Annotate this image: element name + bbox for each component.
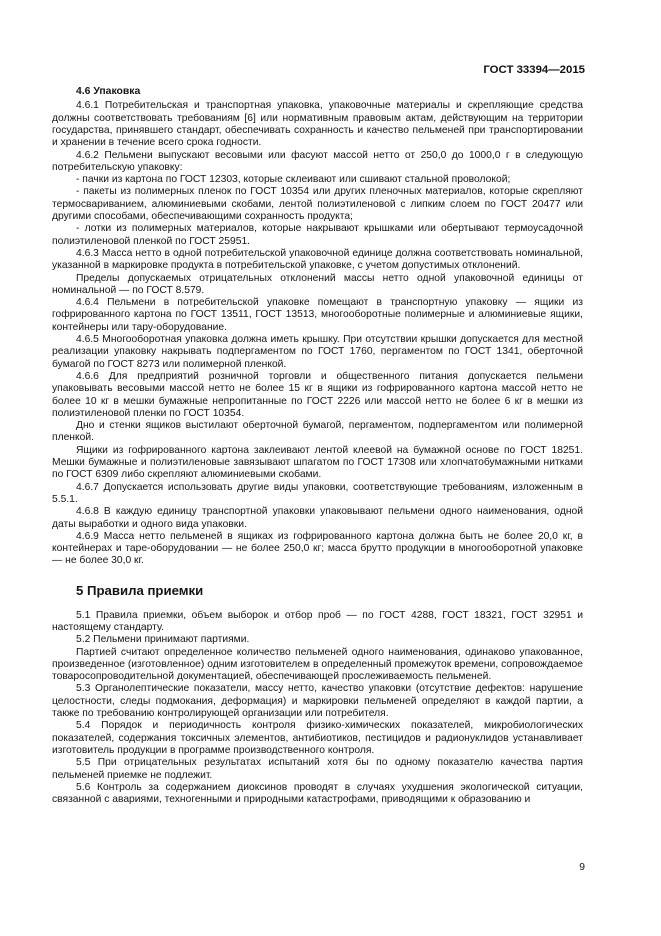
paragraph: Пределы допускаемых отрицательных отклонений массы нетто одной упаковочной единицы от номинальной — по ГОСТ 8.579. — [52, 272, 583, 296]
page-number: 9 — [579, 862, 585, 873]
page-content — [52, 86, 583, 806]
paragraph: Дно и стенки ящиков выстилают оберточной бумагой, пергаментом, подпергаментом или полимерной пленкой. — [52, 420, 583, 444]
paragraph: 4.6.5 Многооборотная упаковка должна иметь крышку. При отсутствии крышки допускается для местной реализации упаковку накрывать подпергаментом по ГОСТ 1760, пергаментом по ГОСТ 1341, оберточной бумагой по ГОСТ 8273 или полимерной пленкой. — [52, 334, 583, 370]
list-item: - пакеты из полимерных пленок по ГОСТ 10354 или других пленочных материалов, которые скрепляют термосвариванием, алюминиевыми скобами, лентой полиэтиленовой с липким слоем по ГОСТ 20477 или другими способами, обеспечивающими сохранность продукта; — [52, 186, 583, 223]
list-item: - лотки из полимерных материалов, которые накрывают крышками или обертывают термоусадочной полиэтиленовой пленкой по ГОСТ 25951. — [52, 223, 583, 247]
paragraph: 4.6.2 Пельмени выпускают весовыми или фасуют массой нетто от 250,0 до 1000,0 г в следующую потребительскую упаковку: — [52, 149, 583, 173]
paragraph: Партией считают определенное количество пельменей одного наименования, одинаково упакованное, произведенное (изготовленное) одним изготовителем в определенный промежуток времени, сопровождаемое товаросопроводительной документацией, обеспечивающей прослеживаемость пельменей. — [52, 646, 583, 683]
paragraph: 4.6.3 Масса нетто в одной потребительской упаковочной единице должна соответствовать номинальной, указанной в маркировке продукта в потребительской упаковке, с учетом допустимых отклонений. — [52, 247, 583, 272]
document-code-header: ГОСТ 33394—2015 — [483, 64, 585, 76]
paragraph: 5.2 Пельмени принимают партиями. — [76, 634, 250, 646]
paragraph: 5.6 Контроль за содержанием диоксинов проводят в случаях ухудшения экологической ситуации, связанной с авариями, техногенными и природными катастрофами, приводящими к образованию и — [52, 781, 583, 806]
paragraph: 4.6.6 Для предприятий розничной торговли и общественного питания допускается пельмени упаковывать весовыми массой нетто не более 15 кг в ящики из гофрированного картона массой нетто не более 10 кг в мешки бумажные непропитанные по ГОСТ 2226 или массой нетто не более 6 кг в мешки из полиэтиленовой пленки по ГОСТ 10354. — [52, 370, 583, 419]
paragraph: 4.6.1 Потребительская и транспортная упаковка, упаковочные материалы и скрепляющие средства должны соответствовать требованиям [6] или нормативным правовым актам, действующим на территории государства, принявшего стандарт, обеспечивать сохранность и качество пельменей при транспортировании и хранении в течение всего срока годности. — [52, 100, 583, 149]
section-title-acceptance-rules: 5 Правила приемки — [76, 582, 204, 598]
subsection-title-packaging: 4.6 Упаковка — [76, 86, 141, 97]
paragraph: 4.6.8 В каждую единицу транспортной упаковки упаковывают пельмени одного наименования, одной даты выработки и одного вида упаковки. — [52, 506, 583, 530]
paragraph: 4.6.7 Допускается использовать другие виды упаковки, соответствующие требованиям, изложенным в 5.5.1. — [52, 481, 583, 505]
paragraph: Ящики из гофрированного картона заклеивают лентой клеевой на бумажной основе по ГОСТ 18251. Мешки бумажные и полиэтиленовые завязывают шпагатом по ГОСТ 17308 или хлопчатобумажными нитками по ГОСТ 6309 либо скрепляют алюминиевыми скобами. — [52, 444, 583, 481]
paragraph: 5.1 Правила приемки, объем выборок и отбор проб — по ГОСТ 4288, ГОСТ 18321, ГОСТ 32951 и настоящему стандарту. — [52, 609, 583, 633]
list-item: - пачки из картона по ГОСТ 12303, которые склеивают или сшивают стальной проволокой; — [76, 174, 511, 186]
paragraph: 5.3 Органолептические показатели, массу нетто, качество упаковки (отсутствие дефектов: нарушение целостности, следы подмокания, деформация) и маркировки пельменей определяют в каждой партии, а также по требованию контролирующей организации или потребителя. — [52, 683, 583, 720]
paragraph: 5.4 Порядок и периодичность контроля физико-химических показателей, микробиологических показателей, содержания токсичных элементов, антибиотиков, пестицидов и радионуклидов устанавливает изготовитель продукции в программе производственного контроля. — [52, 720, 583, 756]
paragraph: 5.5 При отрицательных результатах испытаний хотя бы по одному показателю качества партия пельменей приемке не подлежит. — [52, 757, 583, 781]
paragraph: 4.6.4 Пельмени в потребительской упаковке помещают в транспортную упаковку — ящики из гофрированного картона по ГОСТ 13511, ГОСТ 13513, многооборотные полимерные и алюминиевые ящики, контейнеры или тару-оборудование. — [52, 297, 583, 333]
paragraph: 4.6.9 Масса нетто пельменей в ящиках из гофрированного картона должна быть не более 20,0 кг, в контейнерах и таре-оборудовании — не более 250,0 кг; масса брутто продукции в многооборотной упаковке — не более 30,0 кг. — [52, 530, 583, 567]
